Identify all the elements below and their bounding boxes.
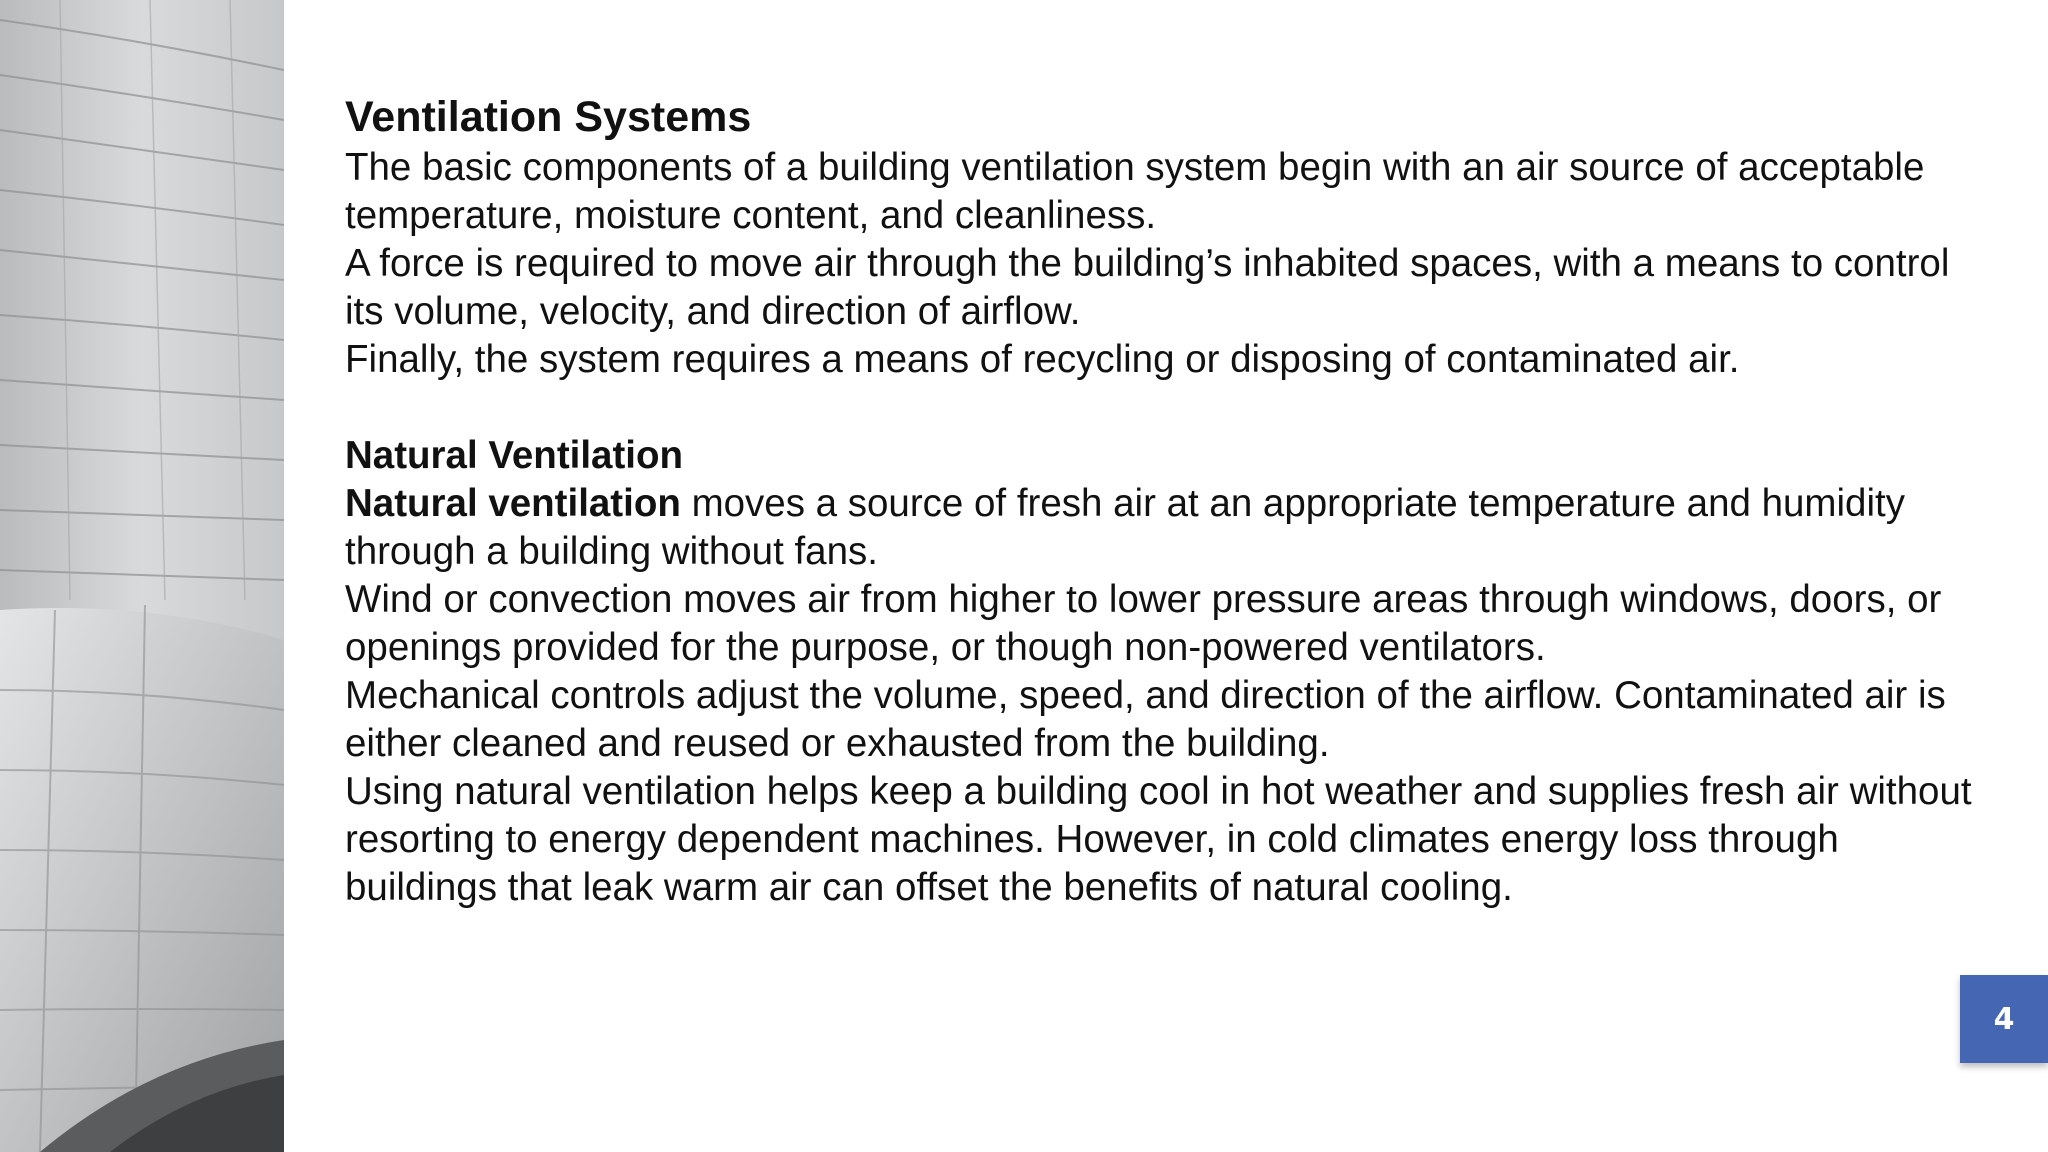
intro-paragraph-3: Finally, the system requires a means of recycling or disposing of contaminated air.: [345, 338, 1740, 381]
natural-ventilation-heading: Natural Ventilation: [345, 434, 684, 477]
architecture-photo: [0, 0, 284, 1152]
definition-term: Natural ventilation: [345, 482, 681, 525]
section-spacer: [345, 384, 1995, 432]
page-number-badge: 4: [1960, 975, 2048, 1063]
intro-paragraph-2: A force is required to move air through the building’s inhabited spaces, with a means to control its volume, velocity, and direction of airflow.: [345, 242, 1950, 333]
slide-title: Ventilation Systems: [345, 93, 752, 141]
natural-paragraph-1: Wind or convection moves air from higher to lower pressure areas through windows, doors, or openings provided for the purpose, or though non-powered ventilators.: [345, 578, 1942, 669]
natural-paragraph-2: Mechanical controls adjust the volume, speed, and direction of the airflow. Contaminated air is either cleaned and reused or exhausted from the building.: [345, 674, 1946, 765]
intro-paragraph-1: The basic components of a building ventilation system begin with an air source of acceptable temperature, moisture content, and cleanliness.: [345, 146, 1925, 237]
natural-paragraph-3: Using natural ventilation helps keep a building cool in hot weather and supplies fresh air without resorting to energy dependent machines. However, in cold climates energy loss through buildings that leak warm air can offset the benefits of natural cooling.: [345, 770, 1972, 909]
definition-text: moves a source of fresh air at an appropriate temperature and humidity through a building without fans.: [345, 482, 1905, 573]
natural-ventilation-definition: [345, 480, 1995, 576]
metal-facade-image: [0, 0, 284, 1152]
slide-content: [345, 90, 1995, 912]
